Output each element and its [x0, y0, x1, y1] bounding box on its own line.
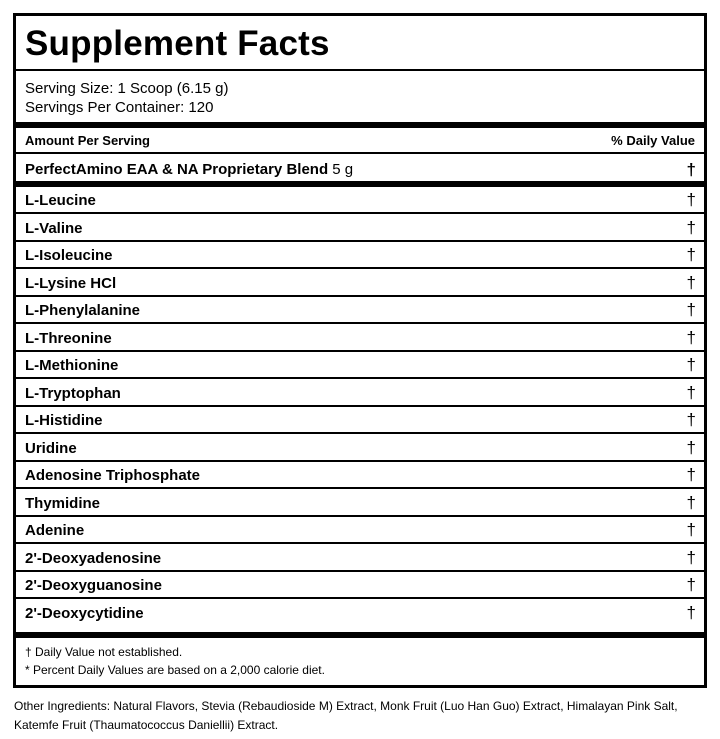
footnote-daily-value: † Daily Value not established.	[25, 645, 183, 659]
divider	[16, 69, 704, 71]
ingredient-daily-value: †	[686, 602, 696, 622]
ingredient-name: 2'-Deoxyguanosine	[25, 577, 162, 594]
ingredient-daily-value: †	[686, 492, 696, 512]
serving-size: Serving Size: 1 Scoop (6.15 g)	[25, 80, 229, 97]
ingredient-row	[16, 325, 704, 352]
ingredient-row	[16, 545, 704, 572]
amount-per-serving-header: Amount Per Serving	[25, 133, 150, 148]
ingredient-daily-value: †	[686, 300, 696, 319]
ingredient-name: L-Methionine	[25, 357, 119, 374]
ingredient-name: 2'-Deoxycytidine	[25, 604, 144, 622]
ingredient-row	[16, 297, 704, 324]
ingredient-row	[16, 407, 704, 434]
supplement-facts-panel	[13, 13, 707, 688]
ingredient-name: Thymidine	[25, 494, 101, 512]
ingredient-name: L-Tryptophan	[25, 384, 121, 402]
ingredient-row	[16, 600, 704, 627]
ingredient-row	[16, 572, 704, 599]
divider	[16, 152, 704, 154]
ingredient-row	[16, 270, 704, 297]
ingredient-daily-value: †	[686, 245, 696, 264]
footnote-percent-daily: * Percent Daily Values are based on a 2,000 calorie diet.	[25, 663, 325, 677]
ingredient-row	[16, 462, 704, 489]
ingredient-row	[16, 187, 704, 214]
ingredient-daily-value: †	[686, 355, 696, 374]
ingredient-row	[16, 435, 704, 462]
ingredient-name: Adenosine Triphosphate	[25, 467, 201, 484]
ingredient-name: L-Lysine HCl	[25, 274, 117, 292]
ingredient-name: L-Phenylalanine	[25, 302, 141, 319]
ingredient-name: 2'-Deoxyadenosine	[25, 549, 162, 567]
ingredient-daily-value: †	[686, 272, 696, 292]
blend-name: PerfectAmino EAA & NA Proprietary Blend	[25, 161, 329, 178]
ingredient-row	[16, 517, 704, 544]
ingredient-row	[16, 215, 704, 242]
panel-title: Supplement Facts	[25, 24, 330, 63]
ingredient-row	[16, 380, 704, 407]
ingredient-row	[16, 490, 704, 517]
ingredient-daily-value: †	[686, 520, 696, 539]
thick-divider	[16, 122, 704, 128]
ingredient-daily-value: †	[686, 465, 696, 484]
blend-daily-value: †	[686, 160, 696, 179]
ingredient-daily-value: †	[686, 217, 696, 237]
ingredient-name: L-Histidine	[25, 412, 103, 429]
ingredient-name: L-Leucine	[25, 192, 96, 209]
blend-amount: 5 g	[332, 161, 354, 178]
ingredient-daily-value: †	[686, 382, 696, 402]
ingredient-name: Uridine	[25, 439, 77, 457]
ingredient-daily-value: †	[686, 410, 696, 429]
daily-value-header: % Daily Value	[611, 133, 695, 148]
ingredient-daily-value: †	[686, 575, 696, 594]
ingredient-row	[16, 242, 704, 269]
ingredient-name: L-Threonine	[25, 329, 112, 347]
ingredient-name: Adenine	[25, 522, 85, 539]
ingredient-daily-value: †	[686, 547, 696, 567]
other-ingredients: Other Ingredients: Natural Flavors, Stevia (Rebaudioside M) Extract, Monk Fruit (Luo Han Guo) Extract, Himalayan Pink Salt, Katemfe Fruit (Thaumatococcus Daniellii) Extract.	[14, 699, 678, 732]
ingredient-daily-value: †	[686, 327, 696, 347]
servings-per-container: Servings Per Container: 120	[25, 99, 214, 116]
ingredient-daily-value: †	[686, 437, 696, 457]
ingredient-daily-value: †	[686, 190, 696, 209]
ingredient-row	[16, 352, 704, 379]
ingredient-name: L-Isoleucine	[25, 247, 113, 264]
proprietary-blend	[25, 160, 353, 180]
thick-divider	[16, 632, 704, 638]
ingredient-name: L-Valine	[25, 219, 83, 237]
